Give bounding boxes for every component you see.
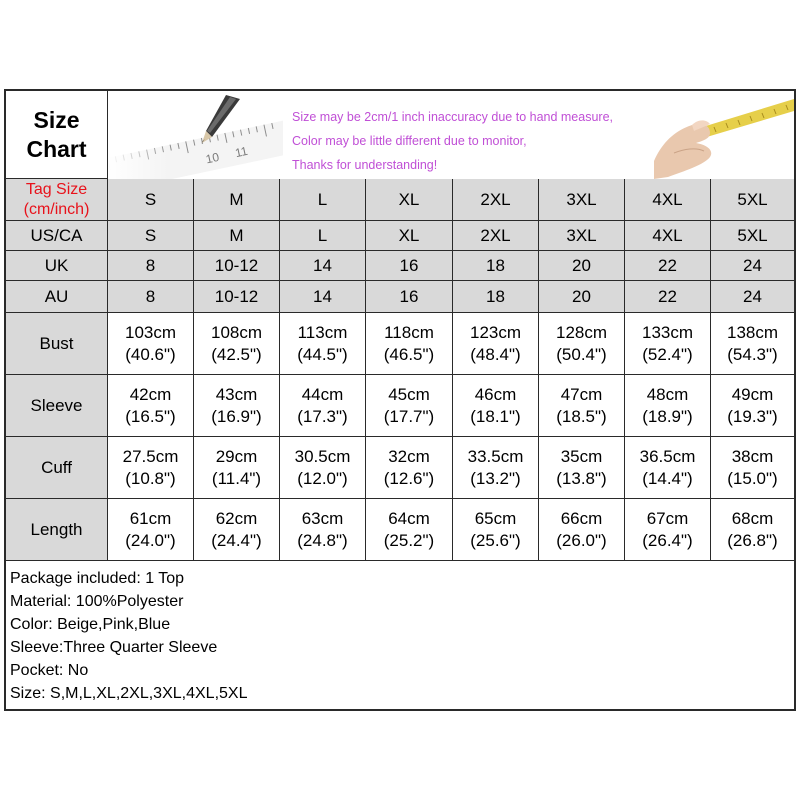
- note-color: Color may be little different due to monitor,: [292, 134, 527, 148]
- product-info: [6, 561, 794, 709]
- row-label-sleeve: Sleeve: [6, 375, 108, 437]
- table-cell: 18: [453, 251, 539, 281]
- info-package: Package included: 1 Top: [10, 570, 185, 587]
- size-chart-title: [6, 91, 108, 179]
- table-cell: 133cm (52.4"): [625, 313, 711, 375]
- tag-size-cell: L: [280, 179, 366, 221]
- table-cell: 49cm (19.3"): [711, 375, 794, 437]
- table-cell: 123cm (48.4"): [453, 313, 539, 375]
- table-cell: 44cm (17.3"): [280, 375, 366, 437]
- table-cell: 38cm (15.0"): [711, 437, 794, 499]
- table-cell: 35cm (13.8"): [539, 437, 625, 499]
- row-label-uk: UK: [6, 251, 108, 281]
- tag-size-cell: 4XL: [625, 179, 711, 221]
- table-cell: 42cm (16.5"): [108, 375, 194, 437]
- table-cell: 20: [539, 281, 625, 313]
- row-label-length: Length: [6, 499, 108, 561]
- table-cell: 30.5cm (12.0"): [280, 437, 366, 499]
- table-cell: 118cm (46.5"): [366, 313, 453, 375]
- table-cell: 61cm (24.0"): [108, 499, 194, 561]
- table-cell: 103cm (40.6"): [108, 313, 194, 375]
- table-cell: 10-12: [194, 281, 280, 313]
- table-cell: 65cm (25.6"): [453, 499, 539, 561]
- table-cell: M: [194, 221, 280, 251]
- title-line-1: Size: [33, 106, 80, 133]
- table-cell: 24: [711, 251, 794, 281]
- table-cell: 62cm (24.4"): [194, 499, 280, 561]
- info-sleeve: Sleeve:Three Quarter Sleeve: [10, 639, 218, 656]
- table-cell: 29cm (11.4"): [194, 437, 280, 499]
- table-cell: 108cm (42.5"): [194, 313, 280, 375]
- table-cell: 113cm (44.5"): [280, 313, 366, 375]
- row-label-bust: Bust: [6, 313, 108, 375]
- row-label-cuff: Cuff: [6, 437, 108, 499]
- hand-tape-measure-illustration: [644, 91, 794, 179]
- table-cell: 66cm (26.0"): [539, 499, 625, 561]
- table-cell: 68cm (26.8"): [711, 499, 794, 561]
- tag-size-cell: 3XL: [539, 179, 625, 221]
- table-cell: 64cm (25.2"): [366, 499, 453, 561]
- table-cell: 14: [280, 281, 366, 313]
- note-thanks: Thanks for understanding!: [292, 158, 438, 172]
- info-sizes: Size: S,M,L,XL,2XL,3XL,4XL,5XL: [10, 685, 248, 702]
- table-cell: 14: [280, 251, 366, 281]
- table-cell: 33.5cm (13.2"): [453, 437, 539, 499]
- info-material: Material: 100%Polyester: [10, 593, 184, 610]
- info-color: Color: Beige,Pink,Blue: [10, 616, 171, 633]
- table-cell: 36.5cm (14.4"): [625, 437, 711, 499]
- table-cell: 32cm (12.6"): [366, 437, 453, 499]
- table-cell: 22: [625, 251, 711, 281]
- table-cell: 18: [453, 281, 539, 313]
- table-cell: 43cm (16.9"): [194, 375, 280, 437]
- table-cell: 45cm (17.7"): [366, 375, 453, 437]
- row-label-au: AU: [6, 281, 108, 313]
- note-inaccuracy: Size may be 2cm/1 inch inaccuracy due to hand measure,: [292, 110, 614, 124]
- table-cell: 16: [366, 281, 453, 313]
- info-pocket: Pocket: No: [10, 662, 89, 679]
- table-cell: 3XL: [539, 221, 625, 251]
- table-cell: 46cm (18.1"): [453, 375, 539, 437]
- table-cell: 10-12: [194, 251, 280, 281]
- tag-size-label: Tag Size (cm/inch): [6, 179, 108, 221]
- row-label-us-ca: US/CA: [6, 221, 108, 251]
- table-cell: 128cm (50.4"): [539, 313, 625, 375]
- title-line-2: Chart: [26, 135, 87, 162]
- table-cell: 8: [108, 251, 194, 281]
- table-cell: 48cm (18.9"): [625, 375, 711, 437]
- table-cell: 5XL: [711, 221, 794, 251]
- tag-size-cell: S: [108, 179, 194, 221]
- table-cell: 22: [625, 281, 711, 313]
- table-cell: 20: [539, 251, 625, 281]
- table-cell: 24: [711, 281, 794, 313]
- table-cell: 4XL: [625, 221, 711, 251]
- pencil-ruler-illustration: [108, 91, 283, 179]
- table-cell: 2XL: [453, 221, 539, 251]
- table-cell: 16: [366, 251, 453, 281]
- tag-size-cell: M: [194, 179, 280, 221]
- tag-size-cell: 5XL: [711, 179, 794, 221]
- table-cell: 138cm (54.3"): [711, 313, 794, 375]
- table-cell: 8: [108, 281, 194, 313]
- table-cell: 63cm (24.8"): [280, 499, 366, 561]
- tag-size-cell: XL: [366, 179, 453, 221]
- table-cell: 47cm (18.5"): [539, 375, 625, 437]
- table-cell: L: [280, 221, 366, 251]
- table-cell: XL: [366, 221, 453, 251]
- size-chart-table: [4, 89, 796, 711]
- tag-size-cell: 2XL: [453, 179, 539, 221]
- table-cell: 27.5cm (10.8"): [108, 437, 194, 499]
- table-cell: S: [108, 221, 194, 251]
- banner-notes: [292, 105, 613, 177]
- table-cell: 67cm (26.4"): [625, 499, 711, 561]
- measurement-banner: [108, 91, 794, 180]
